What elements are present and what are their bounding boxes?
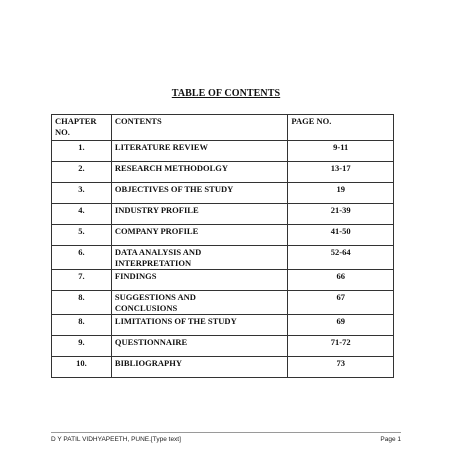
chapter-title-line1: OBJECTIVES OF THE STUDY (114, 184, 234, 194)
chapter-title (111, 357, 287, 378)
page-number: 13-17 (288, 162, 394, 183)
chapter-title (111, 183, 287, 204)
page-number: 73 (288, 357, 394, 378)
table-row (52, 225, 394, 246)
page-number: 66 (288, 270, 394, 291)
footer-divider (51, 432, 401, 433)
chapter-title (111, 141, 287, 162)
chapter-number: 5. (52, 225, 112, 246)
table-row (52, 336, 394, 357)
chapter-number: 9. (52, 336, 112, 357)
table-of-contents (51, 114, 394, 378)
chapter-title-line1: RESEARCH METHODOLGY (114, 163, 229, 173)
table-row (52, 162, 394, 183)
chapter-title-line1: SUGGESTIONS AND (114, 292, 196, 302)
table-row (52, 141, 394, 162)
chapter-number: 1. (52, 141, 112, 162)
chapter-title-line2: INTERPRETATION (114, 257, 192, 268)
chapter-title-line1: BIBLIOGRAPHY (114, 358, 182, 368)
table-row (52, 183, 394, 204)
table-row (52, 204, 394, 225)
table-row (52, 246, 394, 270)
chapter-header-line1: CHAPTER (55, 116, 97, 126)
page-title: TABLE OF CONTENTS (171, 88, 281, 99)
chapter-title-line1: COMPANY PROFILE (114, 226, 199, 236)
chapter-title-line2: CONCLUSIONS (114, 302, 178, 313)
chapter-title (111, 291, 287, 315)
chapter-number: 4. (52, 204, 112, 225)
chapter-title-line1: FINDINGS (114, 271, 157, 281)
chapter-title-line1: LITERATURE REVIEW (114, 142, 209, 152)
chapter-title (111, 246, 287, 270)
table-row (52, 270, 394, 291)
footer-page-number: Page 1 (380, 436, 401, 443)
chapter-title (111, 204, 287, 225)
contents-header: CONTENTS (111, 115, 287, 141)
page-number: 67 (288, 291, 394, 315)
chapter-number: 2. (52, 162, 112, 183)
chapter-title-line1: INDUSTRY PROFILE (114, 205, 199, 215)
chapter-title (111, 225, 287, 246)
chapter-number: 8. (52, 315, 112, 336)
page-number: 9-11 (288, 141, 394, 162)
page-number: 71-72 (288, 336, 394, 357)
chapter-title (111, 162, 287, 183)
chapter-number: 10. (52, 357, 112, 378)
chapter-number: 6. (52, 246, 112, 270)
chapter-no-header (52, 115, 112, 141)
page-number: 69 (288, 315, 394, 336)
chapter-title-line1: QUESTIONNAIRE (114, 337, 188, 347)
chapter-title-line1: DATA ANALYSIS AND (114, 247, 202, 257)
table-row (52, 291, 394, 315)
table-row (52, 315, 394, 336)
page-number: 41-50 (288, 225, 394, 246)
table-row (52, 357, 394, 378)
footer-institution-text: D Y PATIL VIDHYAPEETH, PUNE.[Type text] (51, 436, 181, 443)
chapter-header-line2: NO. (55, 126, 70, 137)
chapter-number: 8. (52, 291, 112, 315)
page-number: 21-39 (288, 204, 394, 225)
table-header-row (52, 115, 394, 141)
page-number: 52-64 (288, 246, 394, 270)
page-number: 19 (288, 183, 394, 204)
chapter-title (111, 270, 287, 291)
chapter-title (111, 336, 287, 357)
chapter-title (111, 315, 287, 336)
chapter-number: 7. (52, 270, 112, 291)
chapter-number: 3. (52, 183, 112, 204)
chapter-title-line1: LIMITATIONS OF THE STUDY (114, 316, 237, 326)
page-no-header: PAGE NO. (288, 115, 394, 141)
